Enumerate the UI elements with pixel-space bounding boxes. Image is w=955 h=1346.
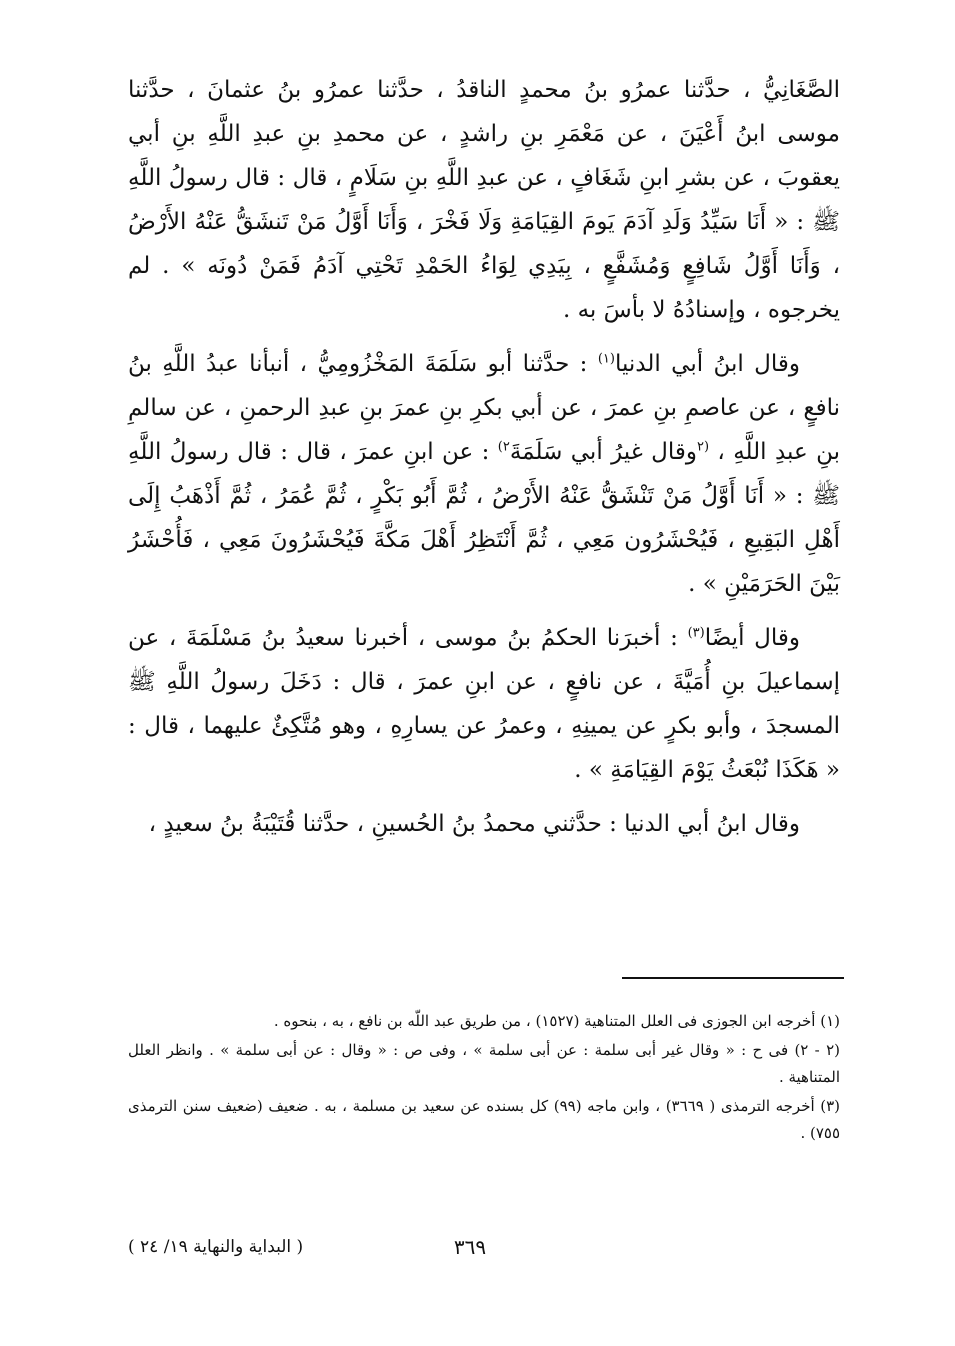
- footnote-1: (١) أخرجه ابن الجوزى فى العلل المتناهية (١٥٢٧) ، من طريق عبد اللّه بن نافع ، به ، بنحوه .: [273, 1012, 840, 1030]
- footnote-marker-2-open: (٢: [696, 439, 710, 455]
- footnote-2: (٢ - ٢) فى ح : « وقال غير أبى سلمة : عن أبى سلمة » ، وفى ص : « وقال : عن أبى سلمة » . وانظر العلل المتناهية .: [128, 1041, 840, 1086]
- running-reference: ( البداية والنهاية ١٩/ ٢٤ ): [128, 1237, 304, 1257]
- paragraph-2: [128, 342, 840, 606]
- paragraph-1: الصَّغَانِيُّ ، حدَّثنا عمرُو بنُ محمدٍ الناقدُ ، حدَّثنا عمرُو بنُ عثمانَ ، حدَّثنا موسى ابنُ أَعْيَنَ ، عن مَعْمَرِ بنِ راشدٍ ، عن محمدِ بنِ عبدِ اللَّهِ بنِ أبي يعقوبَ ، عن بشرِ ابنِ شَغَافٍ ، عن عبدِ اللَّهِ بنِ سَلَامٍ ، قال : قال رسولُ اللَّهِ ﷺ : « أَنَا سَيِّدُ وَلَدِ آدَمَ يَومَ القِيَامَةِ وَلَا فَخْرَ ، وَأَنَا أَوَّلُ مَنْ تَنشَقُّ عَنْهُ الأَرْضُ ، وَأَنَا أَوَّلُ شَافِعٍ وَمُشَفَّعٍ ، بِيَدِي لِوَاءُ الحَمْدِ تَحْتِي آدَمُ فَمَنْ دُونَه » . لم يخرجوه ، وإسنادُهُ لا بأسَ به .: [128, 77, 840, 323]
- paragraph-3-end: : أخبرَنا الحكمُ بنُ موسى ، أخبرنا سعيدُ بنُ مَسْلَمَةَ ، عن إسماعيلَ بنِ أُمَيَّةَ ، عن نافعٍ ، عن ابنِ عمرَ ، قال : دَخَلَ رسولُ اللَّهِ ﷺ المسجدَ ، وأبو بكرٍ عن يمينِهِ ، وعمرُ عن يسارِهِ ، وهو مُتَّكِئٌ عليهما ، قال : « هَكَذَا نُبْعَثُ يَوْمَ القِيَامَةِ » .: [128, 625, 840, 783]
- paragraph-2-middle: : حدَّثنا أبو سَلَمَةَ المَخْزُومِيُّ ، أنبأنا عبدُ اللَّهِ بنُ نافعٍ ، عن عاصمِ بنِ عمرَ ، عن أبي بكرِ بنِ عمرَ بنِ عبدِ الرحمنِ ، عن سالمِ بنِ عبدِ اللَّهِ ،: [128, 351, 840, 465]
- footnote-marker-1: (١): [597, 351, 615, 367]
- paragraph-2-variant-phrase: وقال غيرُ أبي سَلَمَةَ: [509, 439, 697, 465]
- paragraph-4: وقال ابنُ أبي الدنيا : حدَّثني محمدُ بنُ الحُسينِ ، حدَّثنا قُتَيْبَةُ بنُ سعيدٍ ،: [148, 811, 800, 837]
- page-number: ٣٦٩: [453, 1235, 487, 1259]
- footnote-separator-line: [622, 977, 844, 979]
- paragraph-3: [128, 616, 840, 792]
- main-text: [128, 68, 840, 846]
- paragraph-3-start: وقال أيضًا: [704, 625, 800, 651]
- footnote-marker-3: (٣): [687, 625, 705, 641]
- footnote-marker-2-close: ٢): [497, 439, 510, 455]
- footnote-3: (٣) أخرجه الترمذى ( ٣٦٦٩) ، وابن ماجه (٩٩) كل بسنده عن سعيد بن مسلمة ، به . ضعيف (ضعيف سنن الترمذى ٧٥٥) .: [128, 1097, 840, 1142]
- paragraph-2-end: : عن ابنِ عمرَ ، قال : قال رسولُ اللَّهِ ﷺ : « أَنَا أَوَّلُ مَنْ تَنْشَقُّ عَنْهُ الأَرْضُ ، ثُمَّ أَبُو بَكْرٍ ، ثُمَّ عُمَرُ ، ثُمَّ أَذْهَبُ إِلَى أَهْلِ البَقِيعِ ، فَيُحْشَرُون مَعِي ، ثُمَّ أَنْتَظِرُ أَهْلَ مَكَّةَ فَيُحْشَرُونَ مَعِي ، فَأُحْشَرُ بَيْنَ الحَرَمَيْنِ » .: [128, 439, 840, 597]
- footnotes: [128, 1008, 840, 1147]
- paragraph-2-start: وقال ابنُ أبي الدنيا: [614, 351, 801, 377]
